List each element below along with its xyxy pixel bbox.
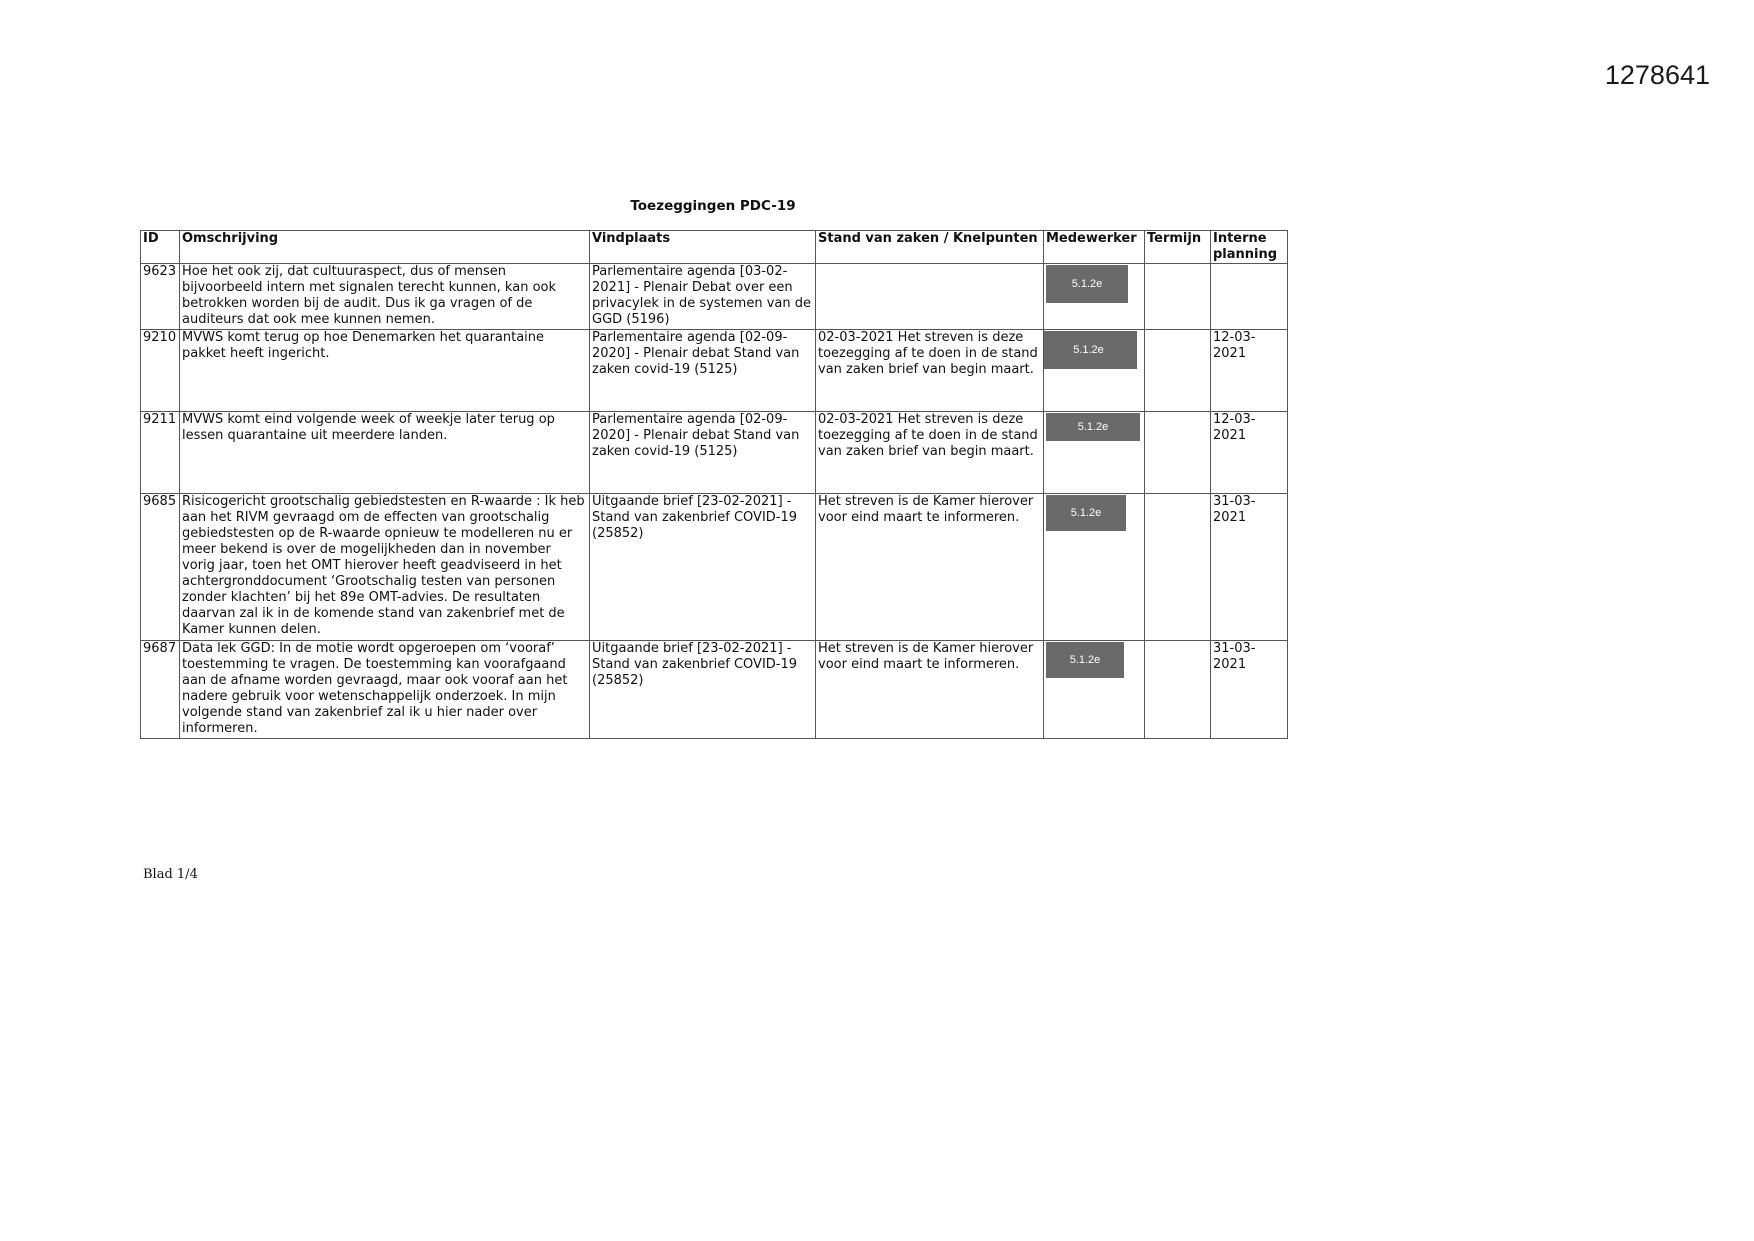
cell-omschrijving: MVWS komt eind volgende week of weekje later terug op lessen quarantaine uit meerdere landen. [180, 412, 590, 494]
cell-id: 9685 [141, 494, 180, 641]
toezeggingen-table [140, 230, 1288, 739]
table-row [141, 330, 1288, 412]
column-header-interne-planning: Interne planning [1211, 231, 1288, 264]
cell-stand-van-zaken [816, 264, 1044, 330]
redaction-block: 5.1.2e [1046, 642, 1124, 678]
cell-vindplaats: Parlementaire agenda [03-02-2021] - Plenair Debat over een privacylek in de systemen van de GGD (5196) [590, 264, 816, 330]
cell-medewerker [1044, 264, 1145, 330]
cell-omschrijving: MVWS komt terug op hoe Denemarken het quarantaine pakket heeft ingericht. [180, 330, 590, 412]
column-header-vindplaats: Vindplaats [590, 231, 816, 264]
cell-vindplaats: Uitgaande brief [23-02-2021] - Stand van zakenbrief COVID-19 (25852) [590, 494, 816, 641]
cell-interne-planning [1211, 264, 1288, 330]
table-row [141, 412, 1288, 494]
redaction-block: 5.1.2e [1046, 265, 1128, 303]
table-header-row [141, 231, 1288, 264]
table-row [141, 494, 1288, 641]
cell-vindplaats: Parlementaire agenda [02-09-2020] - Plenair debat Stand van zaken covid-19 (5125) [590, 330, 816, 412]
cell-medewerker [1044, 330, 1145, 412]
column-header-termijn: Termijn [1145, 231, 1211, 264]
cell-id: 9623 [141, 264, 180, 330]
cell-interne-planning: 31-03-2021 [1211, 641, 1288, 739]
cell-termijn [1145, 330, 1211, 412]
redaction-block: 5.1.2e [1046, 495, 1126, 531]
cell-medewerker [1044, 494, 1145, 641]
cell-interne-planning: 12-03-2021 [1211, 330, 1288, 412]
cell-interne-planning: 31-03-2021 [1211, 494, 1288, 641]
page-number: Blad 1/4 [143, 867, 198, 882]
cell-stand-van-zaken: 02-03-2021 Het streven is deze toezegging af te doen in de stand van zaken brief van begin maart. [816, 330, 1044, 412]
cell-stand-van-zaken: Het streven is de Kamer hierover voor eind maart te informeren. [816, 641, 1044, 739]
cell-stand-van-zaken: 02-03-2021 Het streven is deze toezegging af te doen in de stand van zaken brief van begin maart. [816, 412, 1044, 494]
redaction-block: 5.1.2e [1044, 331, 1138, 369]
redaction-block: 5.1.2e [1046, 413, 1140, 441]
cell-termijn [1145, 494, 1211, 641]
cell-vindplaats: Uitgaande brief [23-02-2021] - Stand van zakenbrief COVID-19 (25852) [590, 641, 816, 739]
column-header-omschrijving: Omschrijving [180, 231, 590, 264]
column-header-stand-van-zaken: Stand van zaken / Knelpunten [816, 231, 1044, 264]
cell-stand-van-zaken: Het streven is de Kamer hierover voor eind maart te informeren. [816, 494, 1044, 641]
cell-id: 9687 [141, 641, 180, 739]
cell-interne-planning: 12-03-2021 [1211, 412, 1288, 494]
column-header-id: ID [141, 231, 180, 264]
document-number: 1278641 [1604, 60, 1710, 90]
cell-omschrijving: Risicogericht grootschalig gebiedstesten en R-waarde : Ik heb aan het RIVM gevraagd om de effecten van grootschalig gebiedstesten op de R-waarde opnieuw te modelleren nu er meer bekend is over de mogelijkheden dan in november vorig jaar, toen het OMT hierover heeft geadviseerd in het achtergronddocument ‘Grootschalig testen van personen zonder klachten’ bij het 89e OMT-advies. De resultaten daarvan zal ik in de komende stand van zakenbrief met de Kamer kunnen delen. [180, 494, 590, 641]
cell-medewerker [1044, 412, 1145, 494]
cell-termijn [1145, 641, 1211, 739]
cell-termijn [1145, 412, 1211, 494]
cell-vindplaats: Parlementaire agenda [02-09-2020] - Plenair debat Stand van zaken covid-19 (5125) [590, 412, 816, 494]
column-header-medewerker: Medewerker [1044, 231, 1145, 264]
table-row [141, 641, 1288, 739]
cell-omschrijving: Data lek GGD: In de motie wordt opgeroepen om ‘vooraf’ toestemming te vragen. De toestemming kan voorafgaand aan de afname worden gevraagd, maar ook vooraf aan het nadere gebruik voor wetenschappelijk onderzoek. In mijn volgende stand van zakenbrief zal ik u hier nader over informeren. [180, 641, 590, 739]
cell-id: 9210 [141, 330, 180, 412]
cell-medewerker [1044, 641, 1145, 739]
cell-omschrijving: Hoe het ook zij, dat cultuuraspect, dus of mensen bijvoorbeeld intern met signalen terecht kunnen, kan ook betrokken worden bij de audit. Dus ik ga vragen of de auditeurs dat ook mee kunnen nemen. [180, 264, 590, 330]
cell-termijn [1145, 264, 1211, 330]
page-title: Toezeggingen PDC-19 [630, 198, 796, 214]
table-row [141, 264, 1288, 330]
cell-id: 9211 [141, 412, 180, 494]
